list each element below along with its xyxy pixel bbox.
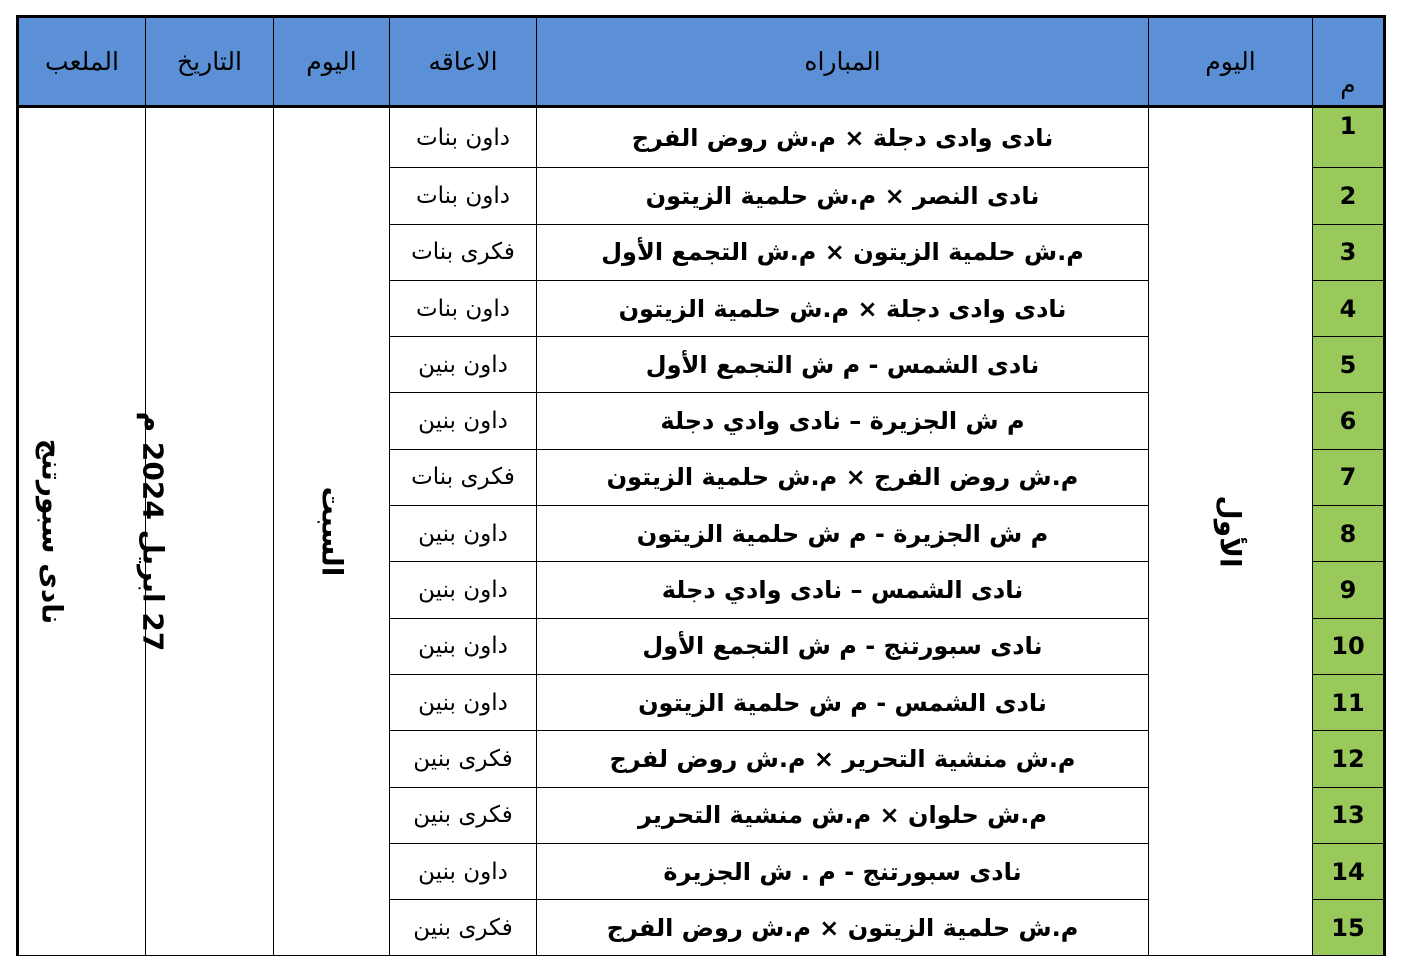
row-number: 11 (1313, 674, 1385, 730)
round-label: الأول (1214, 495, 1247, 568)
match-cell: م.ش حلمية الزيتون × م.ش التجمع الأول (537, 224, 1149, 280)
disability-cell: فكرى بنين (390, 787, 537, 843)
match-cell: م.ش حلوان × م.ش منشية التحرير (537, 787, 1149, 843)
row-number: 10 (1313, 618, 1385, 674)
match-cell: نادى الشمس - م ش حلمية الزيتون (537, 674, 1149, 730)
header-disability: الاعاقه (390, 17, 537, 107)
header-weekday: اليوم (274, 17, 390, 107)
match-cell: نادى سبورتنج - م ش التجمع الأول (537, 618, 1149, 674)
disability-cell: داون بنات (390, 280, 537, 336)
disability-cell: داون بنات (390, 107, 537, 168)
row-number: 7 (1313, 449, 1385, 505)
disability-cell: فكرى بنات (390, 449, 537, 505)
row-number: 12 (1313, 731, 1385, 787)
header-row (18, 17, 1385, 107)
weekday-label: السبت (315, 486, 348, 577)
date-cell (136, 107, 274, 956)
round-cell (1149, 107, 1313, 956)
match-cell: نادى النصر × م.ش حلمية الزيتون (537, 168, 1149, 224)
row-number: 8 (1313, 506, 1385, 562)
disability-cell: داون بنين (390, 393, 537, 449)
row-number: 5 (1313, 337, 1385, 393)
row-number: 1 (1313, 107, 1385, 168)
disability-cell: فكرى بنات (390, 224, 537, 280)
pitch-cell (18, 107, 146, 956)
match-cell: م ش الجزيرة – نادى وادي دجلة (537, 393, 1149, 449)
row-number: 3 (1313, 224, 1385, 280)
disability-cell: فكرى بنين (390, 900, 537, 956)
match-cell: نادى سبورتنج - م . ش الجزيرة (537, 843, 1149, 899)
match-cell: نادى الشمس - م ش التجمع الأول (537, 337, 1149, 393)
match-cell: م.ش روض الفرج × م.ش حلمية الزيتون (537, 449, 1149, 505)
match-cell: نادى الشمس – نادى وادي دجلة (537, 562, 1149, 618)
row-number: 6 (1313, 393, 1385, 449)
row-number: 13 (1313, 787, 1385, 843)
match-cell: نادى وادى دجلة × م.ش روض الفرج (537, 107, 1149, 168)
date-label: 27 ابريل 2024 م (136, 411, 170, 652)
disability-cell: داون بنين (390, 843, 537, 899)
row-number: 9 (1313, 562, 1385, 618)
pitch-label: نادى سبورتنج (35, 438, 69, 625)
match-cell: م.ش منشية التحرير × م.ش روض لفرج (537, 731, 1149, 787)
match-cell: نادى وادى دجلة × م.ش حلمية الزيتون (537, 280, 1149, 336)
row-number: 15 (1313, 900, 1385, 956)
disability-cell: داون بنين (390, 506, 537, 562)
row-number: 14 (1313, 843, 1385, 899)
disability-cell: داون بنين (390, 674, 537, 730)
table-row (18, 107, 1385, 168)
header-num: م (1313, 17, 1385, 107)
disability-cell: داون بنين (390, 337, 537, 393)
disability-cell: داون بنات (390, 168, 537, 224)
match-cell: م.ش حلمية الزيتون × م.ش روض الفرج (537, 900, 1149, 956)
header-match: المباراه (537, 17, 1149, 107)
disability-cell: داون بنين (390, 562, 537, 618)
row-number: 2 (1313, 168, 1385, 224)
header-date: التاريخ (146, 17, 274, 107)
header-round-day: اليوم (1149, 17, 1313, 107)
disability-cell: داون بنين (390, 618, 537, 674)
header-pitch: الملعب (18, 17, 146, 107)
schedule-table (16, 15, 1386, 956)
match-cell: م ش الجزيرة - م ش حلمية الزيتون (537, 506, 1149, 562)
row-number: 4 (1313, 280, 1385, 336)
disability-cell: فكرى بنين (390, 731, 537, 787)
weekday-cell (274, 107, 390, 956)
